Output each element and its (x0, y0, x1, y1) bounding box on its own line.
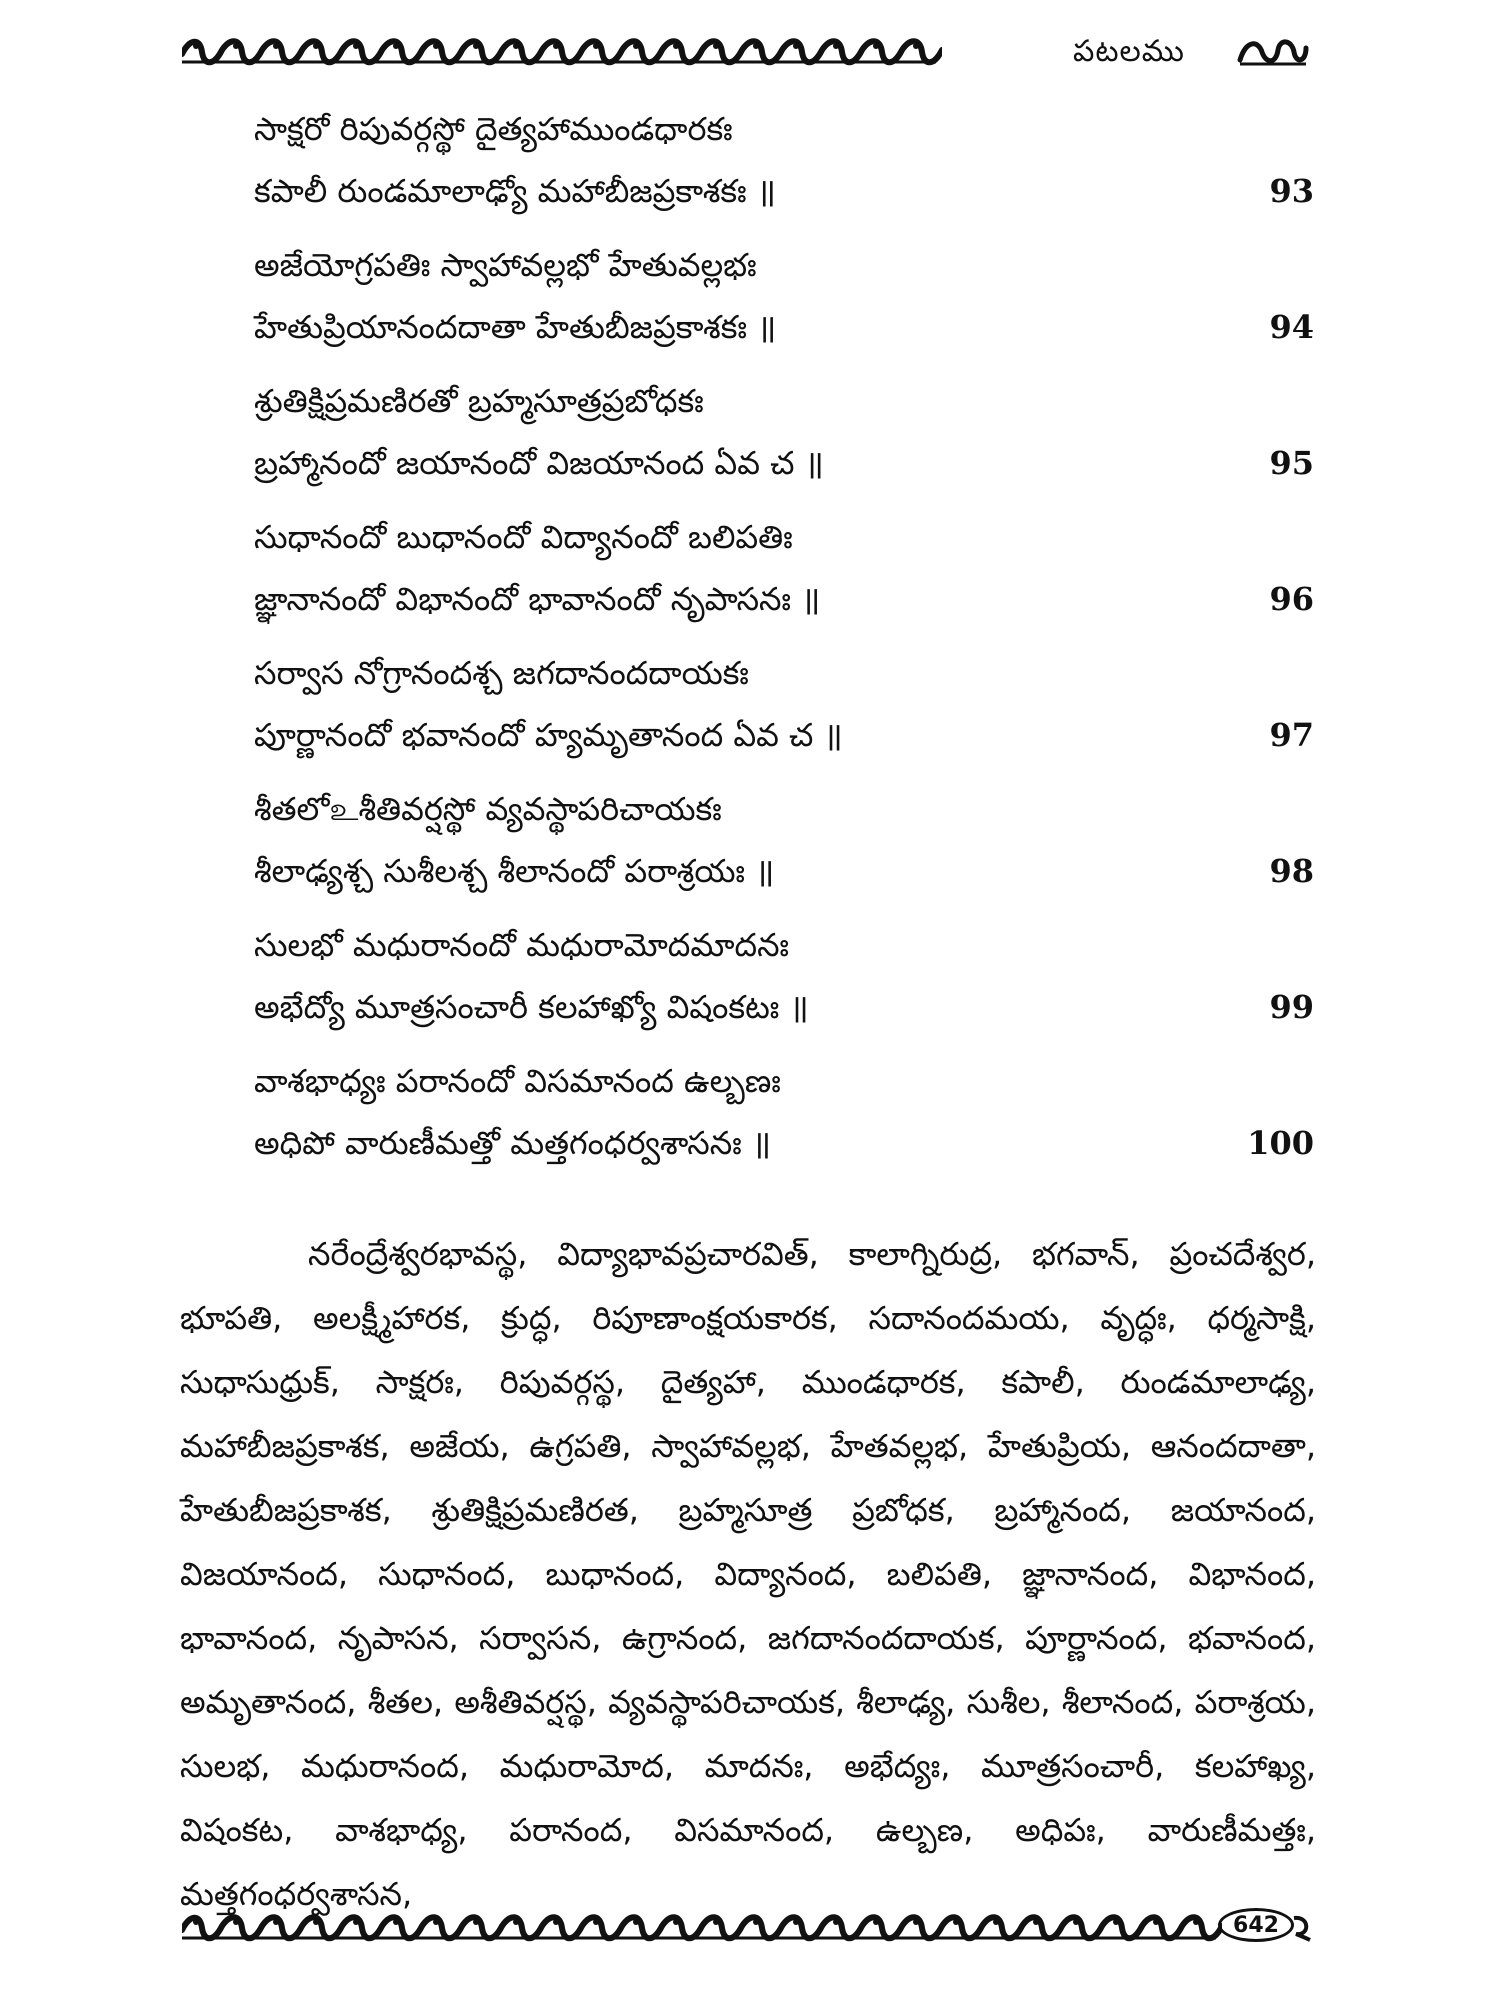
verse-95 (254, 370, 1314, 494)
verse-line: సాక్షరో రిపువర్గస్థో దైత్యహాముండధారకః (254, 110, 733, 148)
bottom-ornamental-border (182, 1912, 1222, 1946)
verse-94 (254, 234, 1314, 358)
verse-number: 96 (1269, 580, 1314, 618)
page-number: 642 (1218, 1908, 1294, 1942)
verse-line: పూర్ణానందో భవానందో హ్యమృతానంద ఏవ చ ॥ (254, 716, 843, 754)
header-flourish-ornament (1236, 36, 1310, 70)
verse-93 (254, 98, 1314, 222)
verse-line: సులభో మధురానందో మధురామోదమాదనః (254, 926, 790, 964)
verse-line: శ్రుతిక్షిప్రమణిరతో బ్రహ్మసూత్రప్రబోధకః (254, 382, 704, 420)
verse-number: 97 (1269, 716, 1314, 754)
verse-number: 99 (1269, 988, 1314, 1026)
commentary-paragraph: నరేంద్రేశ్వరభావస్థ, విద్యాభావప్రచారవిత్, కాలాగ్నిరుద్ర, భగవాన్, ప్రంచదేశ్వర, భూపతి, అలక్ష్మీహారక, క్రుద్ధ, రిపూణాంక్షయకారక, సదానందమయ, వృద్ధః, ధర్మసాక్షి, సుధాసుధ్రుక్, సాక్షరః, రిపువర్గస్థ, దైత్యహా, ముండధారక, కపాలీ, రుండమాలాఢ్య, మహాబీజప్రకాశక, అజేయ, ఉగ్రపతి, స్వాహావల్లభ, హేతవల్లభ, హేతుప్రియ, ఆనందదాతా, హేతుబీజప్రకాశక, శ్రుతిక్షిప్రమణిరత, బ్రహ్మసూత్ర ప్రబోధక, బ్రహ్మానంద, జయానంద, విజయానంద, సుధానంద, బుధానంద, విద్యానంద, బలిపతి, జ్ఞానానంద, విభానంద, భావానంద, నృపాసన, సర్వాసన, ఉగ్రానంద, జగదానందదాయక, పూర్ణానంద, భవానంద, అమృతానంద, శీతల, అశీతివర్షస్థ, వ్యవస్థాపరిచాయక, శీలాఢ్య, సుశీల, శీలానంద, పరాశ్రయ, సులభ, మధురానంద, మధురామోద, మాదనః, అభేద్యః, మూత్రసంచారీ, కలహాఖ్య, విషంకట, వాశభాధ్య, పరానంద, విసమానంద, ఉల్బణ, అధిపః, వారుణీమత్తః, మత్తగంధర్వశాసన, (180, 1235, 1316, 1913)
verse-100 (254, 1050, 1314, 1174)
verse-number: 98 (1269, 852, 1314, 890)
page-number-flourish (1292, 1912, 1312, 1942)
verse-line: సర్వాస నోగ్రానందశ్చ జగదానందదాయకః (254, 654, 749, 692)
verse-line: అభేద్యో మూత్రసంచారీ కలహాఖ్యో విషంకటః ॥ (254, 988, 809, 1026)
verse-line: అజేయోగ్రపతిః స్వాహావల్లభో హేతువల్లభః (254, 246, 757, 284)
verse-line: వాశభాధ్యః పరానందో విసమానంద ఉల్బణః (254, 1062, 781, 1100)
top-ornamental-border (182, 36, 942, 70)
verse-number: 94 (1269, 308, 1314, 346)
verse-line: బ్రహ్మానందో జయానందో విజయానంద ఏవ చ ॥ (254, 444, 824, 482)
running-head-title: పటలము (1073, 34, 1185, 69)
verse-line: జ్ఞానానందో విభానందో భావానందో నృపాసనః ॥ (254, 580, 821, 618)
verse-99 (254, 914, 1314, 1038)
page-number-badge (1218, 1908, 1310, 1946)
verse-line: హేతుప్రియానందదాతా హేతుబీజప్రకాశకః ॥ (254, 308, 777, 346)
verse-97 (254, 642, 1314, 766)
verse-line: కపాలీ రుండమాలాఢ్యో మహాబీజప్రకాశకః ॥ (254, 172, 776, 210)
verse-block (254, 98, 1314, 1186)
verse-line: సుధానందో బుధానందో విద్యానందో బలిపతిః (254, 518, 793, 556)
verse-line: అధిపో వారుణీమత్తో మత్తగంధర్వశాసనః ॥ (254, 1124, 772, 1162)
verse-line: శీతలోஉశీతివర్షస్థో వ్యవస్థాపరిచాయకః (254, 790, 722, 828)
verse-number: 95 (1269, 444, 1314, 482)
verse-number: 100 (1247, 1124, 1314, 1162)
verse-line: శీలాఢ్యశ్చ సుశీలశ్చ శీలానందో పరాశ్రయః ॥ (254, 852, 775, 890)
verse-98 (254, 778, 1314, 902)
verse-96 (254, 506, 1314, 630)
verse-number: 93 (1269, 172, 1314, 210)
